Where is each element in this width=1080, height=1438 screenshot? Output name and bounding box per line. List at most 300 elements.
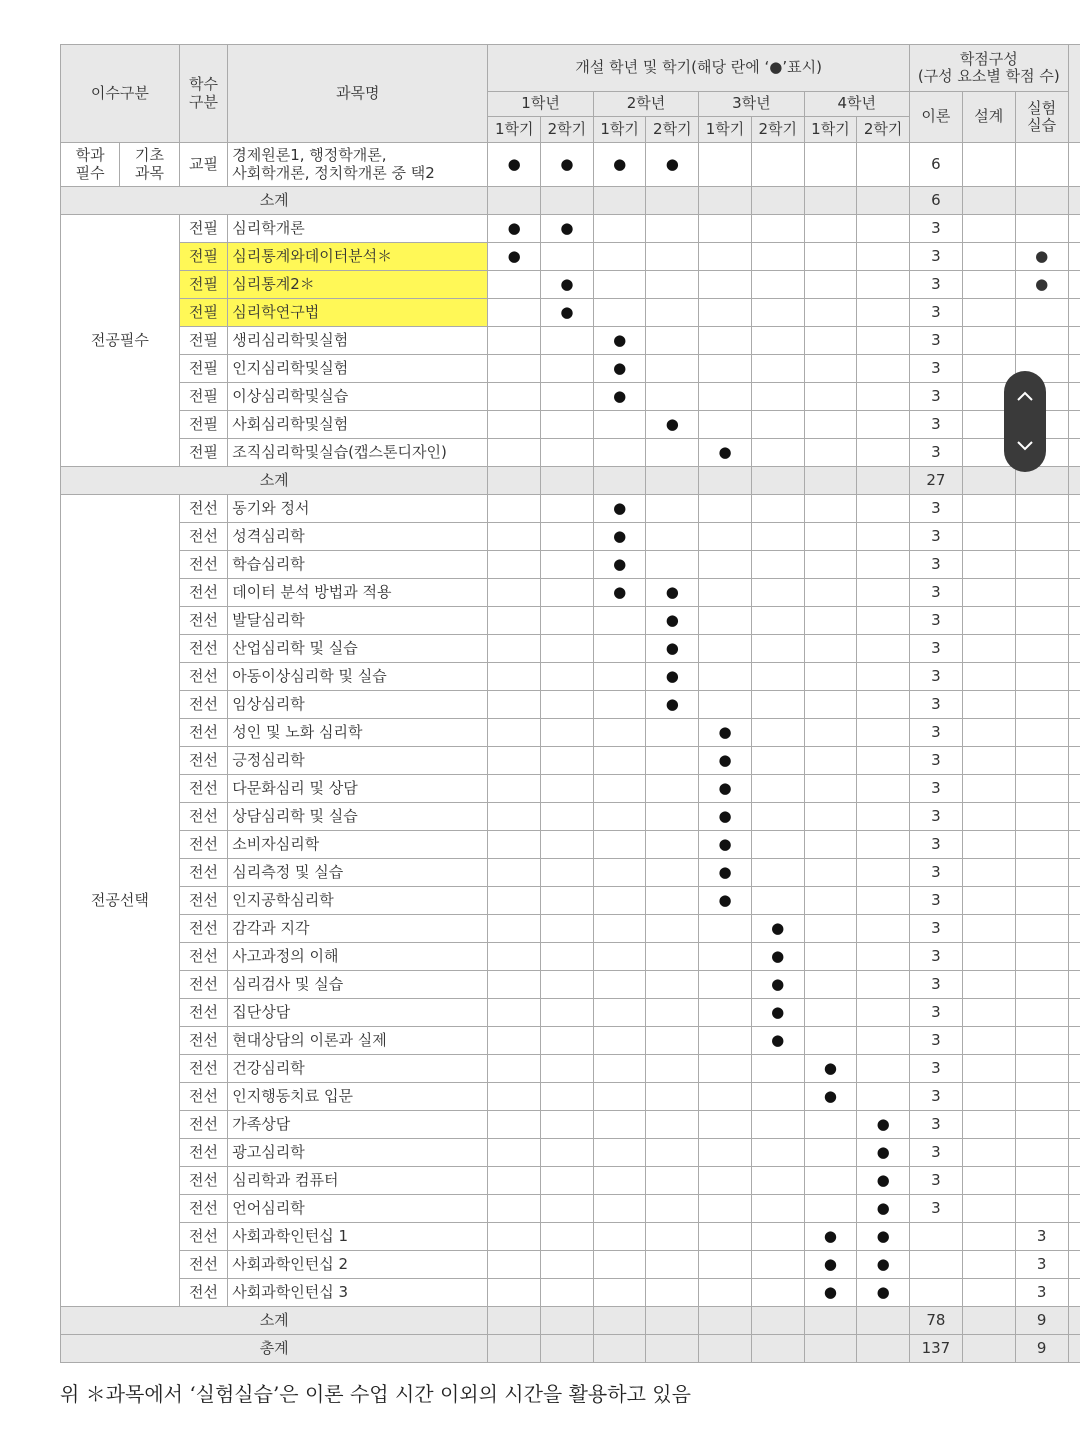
semester-cell bbox=[541, 551, 594, 579]
offered-dot: ● bbox=[613, 386, 627, 405]
lab-credit bbox=[1015, 719, 1068, 747]
offered-dot: ● bbox=[771, 1002, 785, 1021]
semester-cell bbox=[804, 439, 857, 467]
semester-cell bbox=[488, 439, 541, 467]
course-type: 전필 bbox=[179, 355, 228, 383]
design-credit bbox=[962, 1139, 1015, 1167]
semester-cell bbox=[804, 971, 857, 999]
course-type: 전선 bbox=[179, 887, 228, 915]
semester-cell bbox=[751, 1279, 804, 1307]
semester-cell bbox=[699, 999, 752, 1027]
semester-cell bbox=[699, 1251, 752, 1279]
cut-column bbox=[1068, 803, 1080, 831]
course-type: 교필 bbox=[179, 143, 228, 187]
header-course-name: 과목명 bbox=[228, 45, 488, 143]
semester-cell bbox=[541, 243, 594, 271]
cut-column bbox=[1068, 1139, 1080, 1167]
semester-cell bbox=[857, 607, 910, 635]
header-year-1: 1학년 bbox=[488, 92, 593, 117]
course-type: 전선 bbox=[179, 719, 228, 747]
table-row bbox=[61, 299, 1080, 327]
cut-column bbox=[1068, 327, 1080, 355]
course-name: 동기와 정서 bbox=[228, 495, 488, 523]
subtotal-label: 총계 bbox=[61, 1335, 488, 1363]
semester-cell bbox=[541, 383, 594, 411]
course-name: 심리학연구법 bbox=[228, 299, 488, 327]
semester-cell bbox=[857, 1223, 910, 1251]
semester-cell bbox=[804, 215, 857, 243]
design-credit bbox=[962, 1055, 1015, 1083]
semester-cell bbox=[593, 1335, 646, 1363]
lab-credit bbox=[1015, 551, 1068, 579]
table-row bbox=[61, 943, 1080, 971]
semester-cell bbox=[751, 747, 804, 775]
lab-credit bbox=[1015, 523, 1068, 551]
offered-dot: ● bbox=[613, 582, 627, 601]
semester-cell bbox=[857, 691, 910, 719]
offered-dot: ● bbox=[613, 358, 627, 377]
semester-cell bbox=[488, 607, 541, 635]
offered-dot: ● bbox=[718, 834, 732, 853]
subtotal-row bbox=[61, 467, 1080, 495]
semester-cell bbox=[699, 383, 752, 411]
semester-cell bbox=[804, 383, 857, 411]
semester-cell bbox=[751, 495, 804, 523]
semester-cell bbox=[541, 859, 594, 887]
semester-cell bbox=[541, 327, 594, 355]
semester-cell bbox=[857, 1111, 910, 1139]
semester-cell bbox=[699, 1307, 752, 1335]
course-type: 전필 bbox=[179, 243, 228, 271]
course-name: 인지공학심리학 bbox=[228, 887, 488, 915]
lab-credit bbox=[1015, 775, 1068, 803]
lab-credit bbox=[1015, 915, 1068, 943]
table-row bbox=[61, 803, 1080, 831]
theory-credit: 3 bbox=[909, 243, 962, 271]
design-credit bbox=[962, 691, 1015, 719]
cut-column bbox=[1068, 579, 1080, 607]
design-credit bbox=[962, 523, 1015, 551]
lab-credit bbox=[1015, 327, 1068, 355]
semester-cell bbox=[804, 691, 857, 719]
table-row bbox=[61, 747, 1080, 775]
header-lab: 실험 실습 bbox=[1015, 92, 1068, 143]
lab-credit bbox=[1015, 635, 1068, 663]
cut-column bbox=[1068, 1055, 1080, 1083]
semester-cell bbox=[699, 187, 752, 215]
header-semester: 2학기 bbox=[646, 117, 699, 143]
table-row bbox=[61, 859, 1080, 887]
semester-cell bbox=[488, 327, 541, 355]
semester-cell bbox=[541, 1167, 594, 1195]
cut-column bbox=[1068, 943, 1080, 971]
lab-credit bbox=[1015, 943, 1068, 971]
design-credit bbox=[962, 915, 1015, 943]
offered-dot: ● bbox=[507, 246, 521, 265]
curriculum-table bbox=[60, 44, 1080, 1363]
semester-cell bbox=[699, 803, 752, 831]
semester-cell bbox=[488, 243, 541, 271]
semester-cell bbox=[804, 327, 857, 355]
semester-cell bbox=[857, 635, 910, 663]
semester-cell bbox=[593, 215, 646, 243]
semester-cell bbox=[804, 299, 857, 327]
course-type: 전선 bbox=[179, 551, 228, 579]
category-dept-required: 학과 필수 bbox=[61, 143, 120, 187]
chevron-up-icon[interactable] bbox=[1004, 371, 1046, 421]
semester-cell bbox=[751, 243, 804, 271]
semester-cell bbox=[699, 327, 752, 355]
course-type: 전선 bbox=[179, 1027, 228, 1055]
header-year-4: 4학년 bbox=[804, 92, 909, 117]
semester-cell bbox=[488, 1167, 541, 1195]
semester-cell bbox=[488, 747, 541, 775]
course-type: 전선 bbox=[179, 915, 228, 943]
semester-cell bbox=[751, 1335, 804, 1363]
table-row bbox=[61, 1055, 1080, 1083]
design-credit bbox=[962, 999, 1015, 1027]
offered-dot: ● bbox=[876, 1282, 890, 1301]
header-theory: 이론 bbox=[909, 92, 962, 143]
course-type: 전선 bbox=[179, 1223, 228, 1251]
design-credit bbox=[962, 299, 1015, 327]
semester-cell bbox=[857, 1055, 910, 1083]
design-credit bbox=[962, 1083, 1015, 1111]
semester-cell bbox=[646, 1083, 699, 1111]
theory-credit: 78 bbox=[909, 1307, 962, 1335]
offered-dot: ● bbox=[876, 1114, 890, 1133]
design-credit bbox=[962, 1027, 1015, 1055]
theory-credit: 3 bbox=[909, 859, 962, 887]
semester-cell bbox=[541, 215, 594, 243]
design-credit bbox=[962, 1251, 1015, 1279]
semester-cell bbox=[488, 1139, 541, 1167]
chevron-down-icon[interactable] bbox=[1004, 421, 1046, 471]
offered-dot: ● bbox=[718, 722, 732, 741]
semester-cell bbox=[751, 355, 804, 383]
semester-cell bbox=[593, 523, 646, 551]
course-name: 인지행동치료 입문 bbox=[228, 1083, 488, 1111]
semester-cell bbox=[593, 915, 646, 943]
semester-cell bbox=[699, 1335, 752, 1363]
semester-cell bbox=[541, 467, 594, 495]
header-semester: 2학기 bbox=[857, 117, 910, 143]
semester-cell bbox=[751, 999, 804, 1027]
semester-cell bbox=[646, 915, 699, 943]
course-name: 심리통계2＊ bbox=[228, 271, 488, 299]
semester-cell bbox=[593, 271, 646, 299]
lab-credit bbox=[1015, 859, 1068, 887]
semester-cell bbox=[751, 551, 804, 579]
semester-cell bbox=[804, 523, 857, 551]
semester-cell bbox=[593, 1307, 646, 1335]
semester-cell bbox=[699, 635, 752, 663]
semester-cell bbox=[541, 915, 594, 943]
semester-cell bbox=[646, 1139, 699, 1167]
semester-cell bbox=[646, 607, 699, 635]
course-type: 전선 bbox=[179, 579, 228, 607]
semester-cell bbox=[699, 243, 752, 271]
semester-cell bbox=[857, 299, 910, 327]
semester-cell bbox=[699, 691, 752, 719]
design-credit bbox=[962, 1307, 1015, 1335]
lab-credit bbox=[1015, 999, 1068, 1027]
semester-cell bbox=[699, 831, 752, 859]
semester-cell bbox=[699, 1027, 752, 1055]
table-row bbox=[61, 999, 1080, 1027]
course-name: 아동이상심리학 및 실습 bbox=[228, 663, 488, 691]
lab-credit bbox=[1015, 1111, 1068, 1139]
semester-cell bbox=[593, 579, 646, 607]
semester-cell bbox=[857, 775, 910, 803]
semester-cell bbox=[857, 1251, 910, 1279]
semester-cell bbox=[593, 187, 646, 215]
table-row bbox=[61, 495, 1080, 523]
header-schedule: 개설 학년 및 학기(해당 란에 ‘●’표시) bbox=[488, 45, 910, 92]
semester-cell bbox=[804, 243, 857, 271]
semester-cell bbox=[541, 1335, 594, 1363]
semester-cell bbox=[541, 971, 594, 999]
semester-cell bbox=[751, 1083, 804, 1111]
semester-cell bbox=[646, 439, 699, 467]
design-credit bbox=[962, 943, 1015, 971]
offered-dot: ● bbox=[560, 274, 574, 293]
semester-cell bbox=[751, 635, 804, 663]
cut-column bbox=[1068, 915, 1080, 943]
cut-column bbox=[1068, 1251, 1080, 1279]
table-row bbox=[61, 887, 1080, 915]
theory-credit bbox=[909, 1251, 962, 1279]
semester-cell bbox=[488, 355, 541, 383]
semester-cell bbox=[593, 1055, 646, 1083]
semester-cell bbox=[646, 299, 699, 327]
design-credit bbox=[962, 215, 1015, 243]
theory-credit: 3 bbox=[909, 803, 962, 831]
semester-cell bbox=[751, 383, 804, 411]
offered-dot: ● bbox=[560, 154, 574, 173]
design-credit bbox=[962, 1195, 1015, 1223]
semester-cell bbox=[593, 1223, 646, 1251]
table-row bbox=[61, 271, 1080, 299]
offered-dot: ● bbox=[665, 154, 679, 173]
semester-cell bbox=[857, 1335, 910, 1363]
cut-column bbox=[1068, 243, 1080, 271]
semester-cell bbox=[857, 859, 910, 887]
course-name: 인지심리학및실험 bbox=[228, 355, 488, 383]
offered-dot: ● bbox=[613, 330, 627, 349]
lab-credit bbox=[1015, 663, 1068, 691]
course-type: 전선 bbox=[179, 523, 228, 551]
header-semester: 1학기 bbox=[699, 117, 752, 143]
semester-cell bbox=[646, 1223, 699, 1251]
semester-cell bbox=[646, 775, 699, 803]
semester-cell bbox=[541, 1055, 594, 1083]
semester-cell bbox=[857, 355, 910, 383]
theory-credit: 3 bbox=[909, 691, 962, 719]
theory-credit: 3 bbox=[909, 999, 962, 1027]
semester-cell bbox=[541, 887, 594, 915]
semester-cell bbox=[488, 1279, 541, 1307]
design-credit bbox=[962, 803, 1015, 831]
cut-column bbox=[1068, 1335, 1080, 1363]
semester-cell bbox=[804, 143, 857, 187]
theory-credit: 3 bbox=[909, 383, 962, 411]
course-name: 임상심리학 bbox=[228, 691, 488, 719]
semester-cell bbox=[751, 187, 804, 215]
course-type: 전선 bbox=[179, 495, 228, 523]
semester-cell bbox=[593, 327, 646, 355]
semester-cell bbox=[541, 271, 594, 299]
semester-cell bbox=[541, 803, 594, 831]
semester-cell bbox=[857, 971, 910, 999]
header-semester: 2학기 bbox=[541, 117, 594, 143]
semester-cell bbox=[541, 943, 594, 971]
cut-column bbox=[1068, 635, 1080, 663]
semester-cell bbox=[804, 831, 857, 859]
semester-cell bbox=[804, 719, 857, 747]
header-cut-column bbox=[1068, 45, 1080, 143]
semester-cell bbox=[593, 1279, 646, 1307]
design-credit bbox=[962, 663, 1015, 691]
semester-cell bbox=[593, 551, 646, 579]
header-year-3: 3학년 bbox=[699, 92, 804, 117]
course-name: 사고과정의 이해 bbox=[228, 943, 488, 971]
semester-cell bbox=[541, 831, 594, 859]
semester-cell bbox=[646, 1307, 699, 1335]
course-type: 전필 bbox=[179, 383, 228, 411]
course-type: 전선 bbox=[179, 859, 228, 887]
semester-cell bbox=[857, 663, 910, 691]
semester-cell bbox=[541, 1111, 594, 1139]
semester-cell bbox=[541, 523, 594, 551]
semester-cell bbox=[857, 719, 910, 747]
semester-cell bbox=[646, 1251, 699, 1279]
theory-credit: 3 bbox=[909, 1055, 962, 1083]
design-credit bbox=[962, 775, 1015, 803]
semester-cell bbox=[804, 1223, 857, 1251]
course-type: 전선 bbox=[179, 999, 228, 1027]
course-name: 이상심리학및실습 bbox=[228, 383, 488, 411]
semester-cell bbox=[593, 803, 646, 831]
semester-cell bbox=[488, 143, 541, 187]
semester-cell bbox=[541, 775, 594, 803]
table-row bbox=[61, 1279, 1080, 1307]
semester-cell bbox=[593, 831, 646, 859]
semester-cell bbox=[804, 1279, 857, 1307]
semester-cell bbox=[646, 523, 699, 551]
semester-cell bbox=[699, 551, 752, 579]
cut-column bbox=[1068, 411, 1080, 439]
table-row bbox=[61, 439, 1080, 467]
semester-cell bbox=[699, 215, 752, 243]
semester-cell bbox=[751, 1111, 804, 1139]
semester-cell bbox=[488, 299, 541, 327]
offered-dot: ● bbox=[823, 1086, 837, 1105]
cut-column bbox=[1068, 1027, 1080, 1055]
table-row bbox=[61, 1167, 1080, 1195]
course-type: 전선 bbox=[179, 747, 228, 775]
offered-dot: ● bbox=[718, 890, 732, 909]
semester-cell bbox=[646, 1027, 699, 1055]
lab-credit bbox=[1015, 495, 1068, 523]
semester-cell bbox=[751, 439, 804, 467]
cut-column bbox=[1068, 1223, 1080, 1251]
semester-cell bbox=[593, 1167, 646, 1195]
header-semester: 1학기 bbox=[593, 117, 646, 143]
semester-cell bbox=[857, 187, 910, 215]
semester-cell bbox=[593, 355, 646, 383]
course-name: 다문화심리 및 상담 bbox=[228, 775, 488, 803]
table-row bbox=[61, 775, 1080, 803]
offered-dot: ● bbox=[771, 1030, 785, 1049]
semester-cell bbox=[541, 1195, 594, 1223]
theory-credit: 3 bbox=[909, 775, 962, 803]
semester-cell bbox=[541, 1083, 594, 1111]
semester-cell bbox=[804, 467, 857, 495]
semester-cell bbox=[541, 355, 594, 383]
semester-cell bbox=[804, 1307, 857, 1335]
semester-cell bbox=[488, 187, 541, 215]
semester-cell bbox=[751, 971, 804, 999]
offered-dot: ● bbox=[718, 862, 732, 881]
course-type: 전선 bbox=[179, 607, 228, 635]
offered-dot: ● bbox=[665, 582, 679, 601]
semester-cell bbox=[857, 439, 910, 467]
theory-credit: 3 bbox=[909, 1167, 962, 1195]
semester-cell bbox=[593, 495, 646, 523]
cut-column bbox=[1068, 607, 1080, 635]
course-name: 심리통계와데이터분석＊ bbox=[228, 243, 488, 271]
lab-credit bbox=[1015, 607, 1068, 635]
course-type: 전필 bbox=[179, 299, 228, 327]
theory-credit: 3 bbox=[909, 1111, 962, 1139]
offered-dot: ● bbox=[771, 974, 785, 993]
offered-dot: ● bbox=[718, 750, 732, 769]
table-row bbox=[61, 607, 1080, 635]
course-name: 언어심리학 bbox=[228, 1195, 488, 1223]
offered-dot: ● bbox=[613, 498, 627, 517]
subtotal-label: 소계 bbox=[61, 1307, 488, 1335]
semester-cell bbox=[804, 1083, 857, 1111]
semester-cell bbox=[699, 355, 752, 383]
lab-credit bbox=[1015, 803, 1068, 831]
semester-cell bbox=[541, 143, 594, 187]
course-name: 생리심리학및실험 bbox=[228, 327, 488, 355]
table-row bbox=[61, 971, 1080, 999]
course-name: 산업심리학 및 실습 bbox=[228, 635, 488, 663]
course-type: 전필 bbox=[179, 327, 228, 355]
offered-dot: ● bbox=[613, 554, 627, 573]
semester-cell bbox=[593, 439, 646, 467]
semester-cell bbox=[593, 887, 646, 915]
table-row bbox=[61, 691, 1080, 719]
lab-credit bbox=[1015, 299, 1068, 327]
design-credit bbox=[962, 1223, 1015, 1251]
table-row bbox=[61, 1111, 1080, 1139]
semester-cell bbox=[751, 803, 804, 831]
table-row bbox=[61, 143, 1080, 187]
course-name: 심리검사 및 실습 bbox=[228, 971, 488, 999]
design-credit bbox=[962, 579, 1015, 607]
semester-cell bbox=[488, 551, 541, 579]
semester-cell bbox=[804, 803, 857, 831]
cut-column bbox=[1068, 1167, 1080, 1195]
semester-cell bbox=[699, 943, 752, 971]
scroll-control[interactable] bbox=[1004, 371, 1046, 472]
semester-cell bbox=[699, 1223, 752, 1251]
lab-credit bbox=[1015, 579, 1068, 607]
design-credit bbox=[962, 551, 1015, 579]
